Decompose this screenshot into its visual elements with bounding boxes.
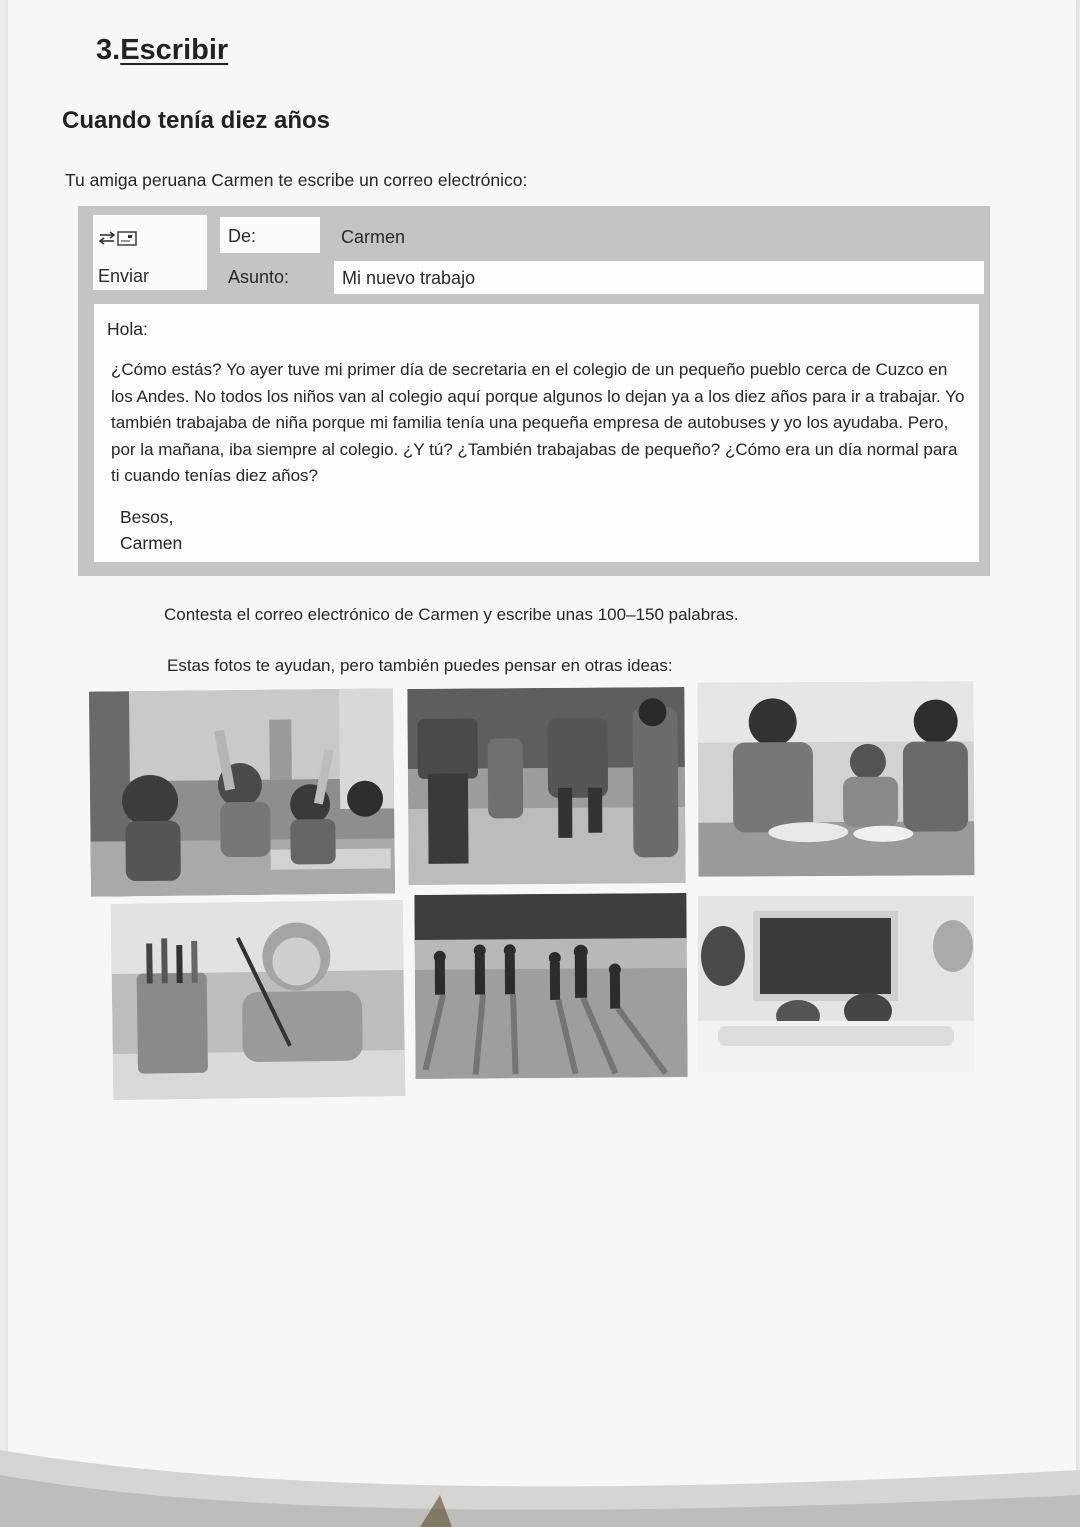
section-heading — [96, 34, 228, 67]
send-email-icon — [98, 229, 140, 249]
worksheet-page — [8, 0, 1076, 1490]
subject-value: Mi nuevo trabajo — [342, 268, 476, 288]
section-title: Escribir — [120, 34, 229, 66]
email-closing: Besos, — [120, 507, 174, 527]
page-curl-shadow — [0, 1440, 1080, 1527]
from-label-box — [220, 217, 320, 253]
email-greeting: Hola: — [107, 319, 148, 339]
section-number: 3. — [96, 34, 121, 66]
email-signoff — [120, 504, 182, 556]
send-label: Enviar — [98, 266, 150, 286]
instruction-word-count: Contesta el correo electrónico de Carmen y escribe unas 100–150 palabras. — [164, 605, 739, 624]
email-signature: Carmen — [120, 533, 183, 553]
photo-classroom — [89, 688, 395, 896]
photo-children-running — [414, 893, 687, 1079]
from-value: Carmen — [341, 227, 406, 247]
from-field — [333, 216, 983, 254]
subject-label-box — [220, 258, 320, 292]
photo-children-walking — [407, 687, 685, 885]
subject-field[interactable] — [334, 261, 984, 294]
email-mockup — [78, 206, 990, 576]
email-body-area[interactable] — [94, 304, 979, 562]
photo-family-tv — [698, 896, 974, 1072]
subject-label: Asunto: — [228, 267, 290, 287]
email-body: ¿Cómo estás? Yo ayer tuve mi primer día de secretaria en el colegio de un pequeño pueblo cerca de Cuzco en los Andes. No todos los niños van al colegio aquí porque algunos lo dejan ya a los diez años para ir a trabajar. Yo también trabajaba de niña porque mi familia tenía una pequeña empresa de autobuses y yo los ayudaba. Pero, por la mañana, iba siempre al colegio. ¿Y tú? ¿También trabajabas de pequeño? ¿Cómo era un día normal para ti cuando tenías diez años? — [111, 360, 965, 485]
send-button[interactable] — [93, 215, 207, 290]
photo-child-drawing — [111, 900, 406, 1100]
task-title: Cuando tenía diez años — [62, 107, 331, 134]
photo-family-breakfast — [697, 681, 974, 876]
from-label: De: — [228, 226, 257, 246]
instruction-photos: Estas fotos te ayudan, pero también puedes pensar en otras ideas: — [167, 656, 673, 675]
intro-text: Tu amiga peruana Carmen te escribe un correo electrónico: — [65, 170, 528, 190]
